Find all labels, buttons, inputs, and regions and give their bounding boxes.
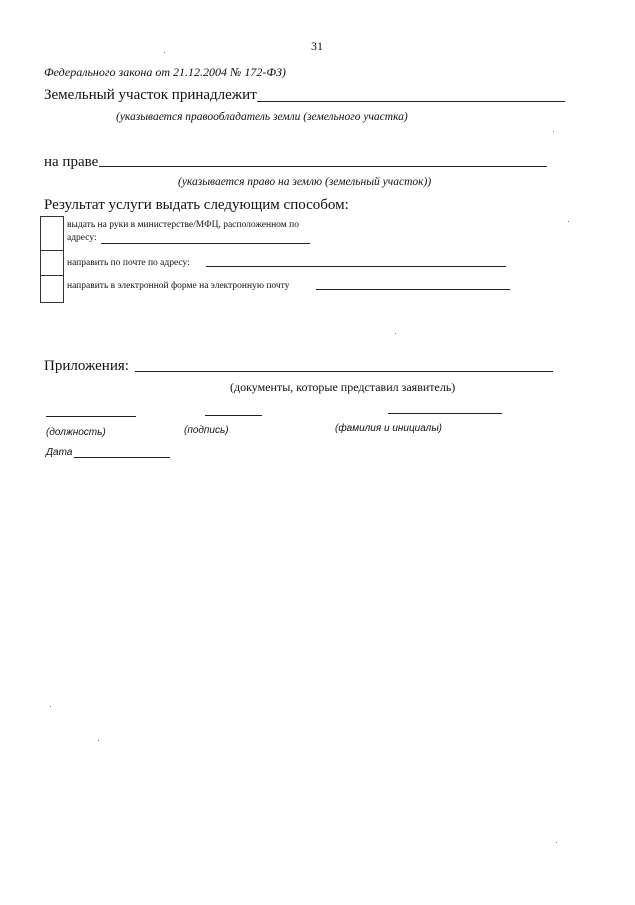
position-hint: (должность) <box>46 427 106 438</box>
option-handover-address-field[interactable] <box>101 243 310 244</box>
date-label: Дата <box>46 447 73 458</box>
page-number: 31 <box>311 39 323 53</box>
law-reference: Федерального закона от 21.12.2004 № 172-ФЗ) <box>44 65 286 79</box>
option-email-field[interactable] <box>316 289 510 290</box>
position-field[interactable] <box>46 416 136 417</box>
scan-speck <box>553 131 554 132</box>
scan-speck <box>395 333 396 334</box>
attachments-field[interactable] <box>135 371 553 372</box>
scan-speck <box>98 740 99 741</box>
land-owner-label: Земельный участок принадлежит <box>44 87 257 103</box>
signature-hint: (подпись) <box>184 425 229 436</box>
attachments-label: Приложения: <box>44 358 129 374</box>
name-field[interactable] <box>388 413 502 414</box>
right-label: на праве <box>44 154 99 170</box>
scan-speck <box>568 221 569 222</box>
checkbox-mail[interactable] <box>40 250 64 277</box>
result-title: Результат услуги выдать следующим способом: <box>44 197 349 213</box>
option-mail-field[interactable] <box>206 266 506 267</box>
scan-speck <box>50 706 51 707</box>
right-hint: (указывается право на землю (земельный участок)) <box>178 176 432 188</box>
attachments-hint: (документы, которые представил заявитель) <box>230 380 456 394</box>
option-mail-text: направить по почте по адресу: <box>67 258 190 268</box>
date-field[interactable] <box>74 457 170 458</box>
name-hint: (фамилия и инициалы) <box>335 423 443 434</box>
checkbox-email[interactable] <box>40 275 64 303</box>
checkbox-handover[interactable] <box>40 216 64 252</box>
scan-speck <box>556 842 557 843</box>
option-handover-text: выдать на руки в министерстве/МФЦ, расположенном по <box>67 220 299 230</box>
land-owner-field[interactable] <box>257 101 565 102</box>
land-owner-hint: (указывается правообладатель земли (земельного участка) <box>116 111 408 123</box>
signature-field[interactable] <box>205 415 262 416</box>
right-field[interactable] <box>99 166 547 167</box>
scan-speck <box>164 52 165 53</box>
option-handover-address-label: адресу: <box>67 233 97 243</box>
option-email-text: направить в электронной форме на электронную почту <box>67 281 290 291</box>
